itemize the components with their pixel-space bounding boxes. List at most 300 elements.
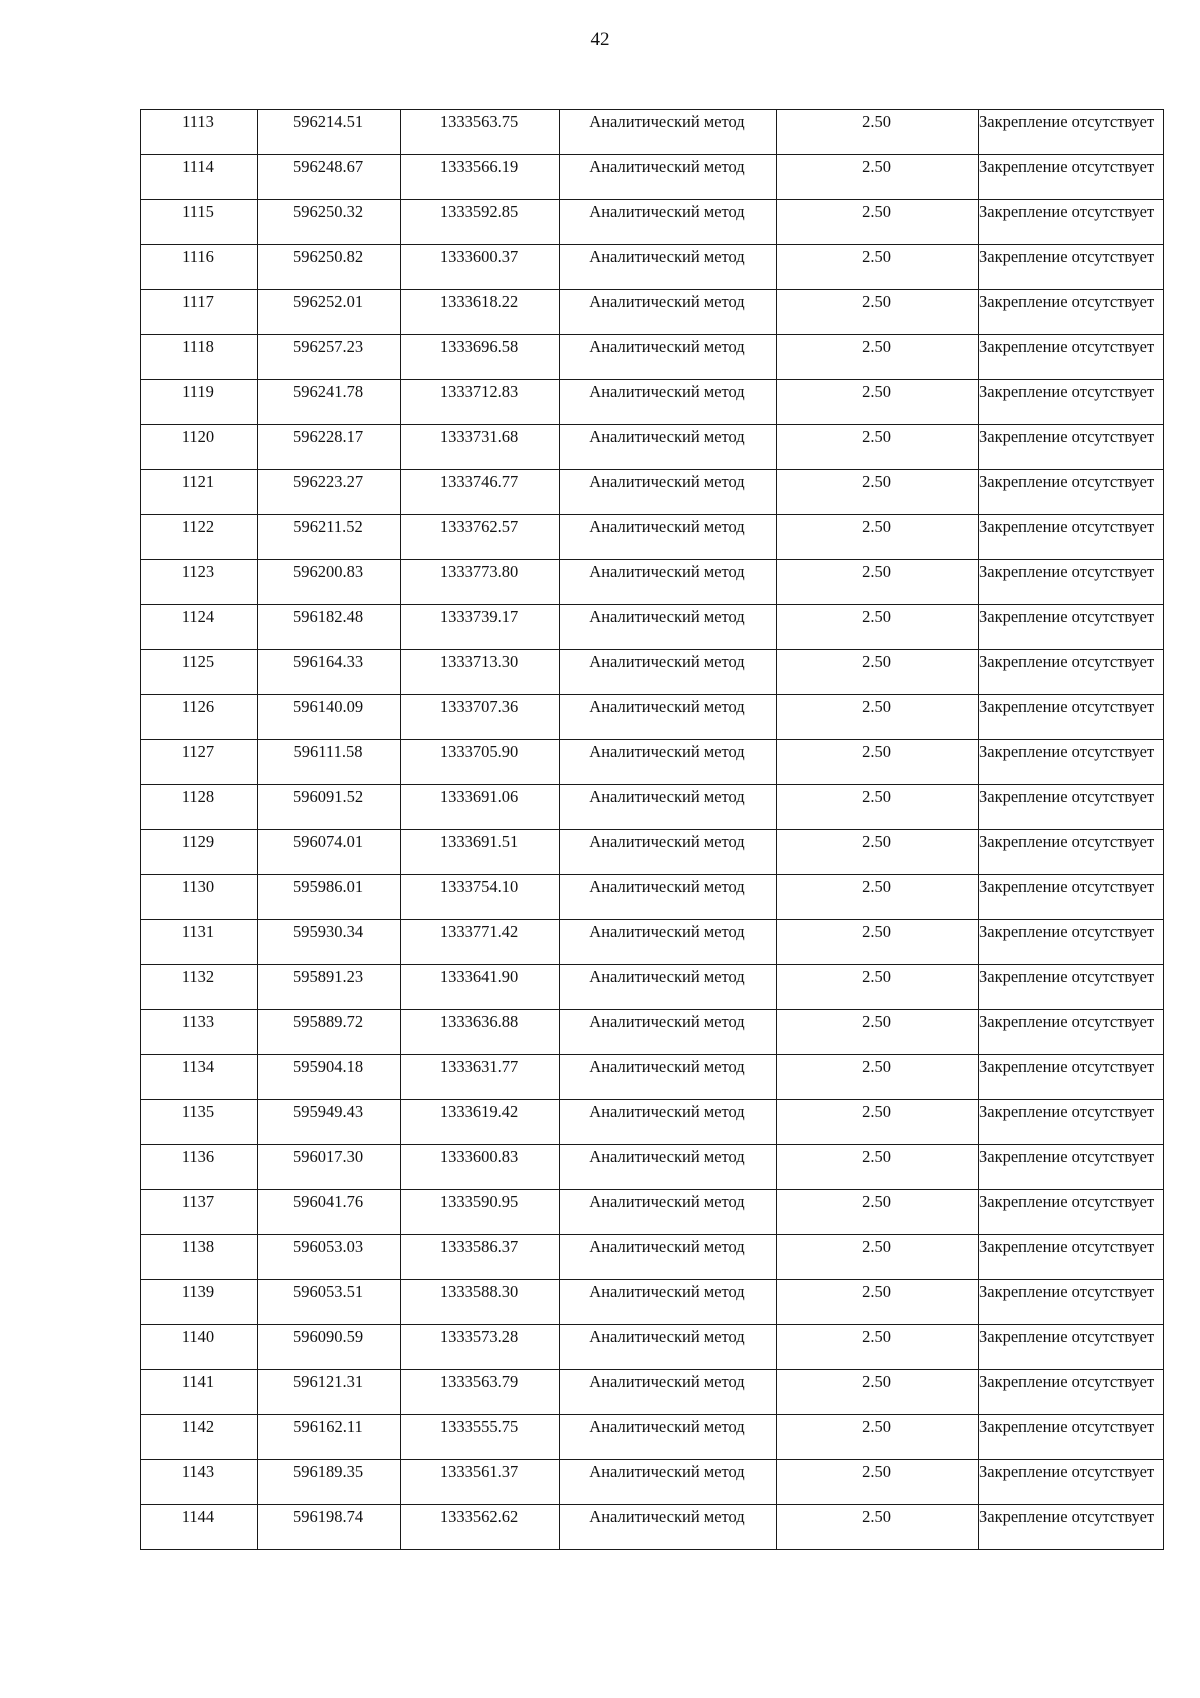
y-coordinate-cell-text: 1333771.42 xyxy=(439,922,519,941)
method-cell xyxy=(560,605,777,650)
table-row xyxy=(141,1235,1164,1280)
y-coordinate-cell xyxy=(401,1055,560,1100)
x-coordinate-cell xyxy=(258,1370,401,1415)
method-cell xyxy=(560,785,777,830)
method-cell xyxy=(560,290,777,335)
table-row xyxy=(141,1055,1164,1100)
accuracy-cell-text: 2.50 xyxy=(862,967,891,986)
accuracy-cell xyxy=(777,1010,979,1055)
x-coordinate-cell-text: 596248.67 xyxy=(292,157,364,176)
y-coordinate-cell xyxy=(401,1145,560,1190)
accuracy-cell xyxy=(777,965,979,1010)
accuracy-cell xyxy=(777,155,979,200)
table-row xyxy=(141,965,1164,1010)
accuracy-cell xyxy=(777,245,979,290)
x-coordinate-cell xyxy=(258,1325,401,1370)
accuracy-cell xyxy=(777,1460,979,1505)
y-coordinate-cell xyxy=(401,785,560,830)
accuracy-cell xyxy=(777,470,979,515)
method-cell-text: Аналитический метод xyxy=(589,1057,745,1076)
point-number-cell xyxy=(141,1415,258,1460)
x-coordinate-cell xyxy=(258,1460,401,1505)
accuracy-cell xyxy=(777,380,979,425)
point-number-cell-text: 1136 xyxy=(181,1147,215,1166)
method-cell xyxy=(560,515,777,560)
point-number-cell-text: 1143 xyxy=(181,1462,215,1481)
accuracy-cell-text: 2.50 xyxy=(862,1462,891,1481)
point-number-cell xyxy=(141,290,258,335)
accuracy-cell-text: 2.50 xyxy=(862,832,891,851)
fixing-cell-text: Закрепление отсутствует xyxy=(979,1102,1155,1121)
point-number-cell xyxy=(141,110,258,155)
y-coordinate-cell xyxy=(401,290,560,335)
point-number-cell-text: 1119 xyxy=(182,382,214,401)
method-cell xyxy=(560,875,777,920)
table-row xyxy=(141,470,1164,515)
y-coordinate-cell-text: 1333592.85 xyxy=(439,202,519,221)
point-number-cell-text: 1113 xyxy=(182,112,214,131)
method-cell-text: Аналитический метод xyxy=(589,382,745,401)
accuracy-cell-text: 2.50 xyxy=(862,337,891,356)
y-coordinate-cell xyxy=(401,1280,560,1325)
y-coordinate-cell xyxy=(401,920,560,965)
fixing-cell xyxy=(979,1145,1164,1190)
x-coordinate-cell-text: 596053.51 xyxy=(292,1282,364,1301)
table-row xyxy=(141,1100,1164,1145)
x-coordinate-cell xyxy=(258,1235,401,1280)
fixing-cell xyxy=(979,1505,1164,1550)
x-coordinate-cell-text: 596198.74 xyxy=(292,1507,364,1526)
point-number-cell xyxy=(141,740,258,785)
fixing-cell-text: Закрепление отсутствует xyxy=(979,1462,1155,1481)
method-cell-text: Аналитический метод xyxy=(589,1102,745,1121)
x-coordinate-cell xyxy=(258,155,401,200)
method-cell-text: Аналитический метод xyxy=(589,607,745,626)
y-coordinate-cell-text: 1333573.28 xyxy=(439,1327,519,1346)
fixing-cell-text: Закрепление отсутствует xyxy=(979,337,1155,356)
y-coordinate-cell xyxy=(401,245,560,290)
x-coordinate-cell-text: 596252.01 xyxy=(292,292,364,311)
x-coordinate-cell xyxy=(258,200,401,245)
table-row xyxy=(141,830,1164,875)
point-number-cell-text: 1126 xyxy=(181,697,215,716)
method-cell-text: Аналитический метод xyxy=(589,1327,745,1346)
accuracy-cell xyxy=(777,1415,979,1460)
point-number-cell-text: 1139 xyxy=(181,1282,215,1301)
accuracy-cell xyxy=(777,560,979,605)
x-coordinate-cell xyxy=(258,515,401,560)
x-coordinate-cell-text: 596164.33 xyxy=(292,652,364,671)
y-coordinate-cell-text: 1333561.37 xyxy=(439,1462,519,1481)
method-cell xyxy=(560,335,777,380)
accuracy-cell xyxy=(777,740,979,785)
table-row xyxy=(141,380,1164,425)
accuracy-cell-text: 2.50 xyxy=(862,697,891,716)
y-coordinate-cell-text: 1333619.42 xyxy=(439,1102,519,1121)
fixing-cell-text: Закрепление отсутствует xyxy=(979,922,1155,941)
fixing-cell xyxy=(979,1460,1164,1505)
y-coordinate-cell xyxy=(401,1190,560,1235)
accuracy-cell-text: 2.50 xyxy=(862,472,891,491)
accuracy-cell xyxy=(777,785,979,830)
accuracy-cell xyxy=(777,830,979,875)
fixing-cell xyxy=(979,335,1164,380)
fixing-cell-text: Закрепление отсутствует xyxy=(979,112,1155,131)
x-coordinate-cell xyxy=(258,1055,401,1100)
x-coordinate-cell-text: 596250.82 xyxy=(292,247,364,266)
fixing-cell-text: Закрепление отсутствует xyxy=(979,742,1155,761)
method-cell-text: Аналитический метод xyxy=(589,112,745,131)
method-cell-text: Аналитический метод xyxy=(589,202,745,221)
fixing-cell-text: Закрепление отсутствует xyxy=(979,292,1155,311)
table-row xyxy=(141,1370,1164,1415)
x-coordinate-cell xyxy=(258,830,401,875)
method-cell-text: Аналитический метод xyxy=(589,967,745,986)
method-cell xyxy=(560,1010,777,1055)
fixing-cell-text: Закрепление отсутствует xyxy=(979,1507,1155,1526)
method-cell-text: Аналитический метод xyxy=(589,1462,745,1481)
point-number-cell xyxy=(141,1370,258,1415)
point-number-cell-text: 1120 xyxy=(181,427,215,446)
fixing-cell xyxy=(979,1010,1164,1055)
table-row xyxy=(141,560,1164,605)
method-cell-text: Аналитический метод xyxy=(589,1282,745,1301)
y-coordinate-cell xyxy=(401,830,560,875)
fixing-cell xyxy=(979,470,1164,515)
x-coordinate-cell xyxy=(258,650,401,695)
fixing-cell-text: Закрепление отсутствует xyxy=(979,1147,1155,1166)
accuracy-cell-text: 2.50 xyxy=(862,607,891,626)
table-row xyxy=(141,785,1164,830)
fixing-cell-text: Закрепление отсутствует xyxy=(979,1057,1155,1076)
y-coordinate-cell-text: 1333731.68 xyxy=(439,427,519,446)
y-coordinate-cell xyxy=(401,335,560,380)
y-coordinate-cell xyxy=(401,560,560,605)
method-cell-text: Аналитический метод xyxy=(589,337,745,356)
x-coordinate-cell xyxy=(258,1010,401,1055)
x-coordinate-cell-text: 596162.11 xyxy=(293,1417,363,1436)
fixing-cell xyxy=(979,1190,1164,1235)
fixing-cell-text: Закрепление отсутствует xyxy=(979,967,1155,986)
y-coordinate-cell xyxy=(401,1100,560,1145)
x-coordinate-cell-text: 596090.59 xyxy=(292,1327,364,1346)
accuracy-cell xyxy=(777,1280,979,1325)
point-number-cell xyxy=(141,515,258,560)
fixing-cell-text: Закрепление отсутствует xyxy=(979,832,1155,851)
x-coordinate-cell-text: 596053.03 xyxy=(292,1237,364,1256)
table-row xyxy=(141,290,1164,335)
y-coordinate-cell-text: 1333762.57 xyxy=(439,517,519,536)
table-row xyxy=(141,515,1164,560)
point-number-cell xyxy=(141,425,258,470)
method-cell-text: Аналитический метод xyxy=(589,1507,745,1526)
accuracy-cell-text: 2.50 xyxy=(862,1192,891,1211)
table-row xyxy=(141,1460,1164,1505)
accuracy-cell-text: 2.50 xyxy=(862,1012,891,1031)
fixing-cell-text: Закрепление отсутствует xyxy=(979,1417,1155,1436)
method-cell-text: Аналитический метод xyxy=(589,1417,745,1436)
fixing-cell xyxy=(979,965,1164,1010)
table-row xyxy=(141,650,1164,695)
point-number-cell-text: 1121 xyxy=(181,472,215,491)
table-row xyxy=(141,695,1164,740)
method-cell xyxy=(560,200,777,245)
fixing-cell xyxy=(979,650,1164,695)
method-cell xyxy=(560,920,777,965)
point-number-cell-text: 1122 xyxy=(181,517,215,536)
x-coordinate-cell xyxy=(258,695,401,740)
point-number-cell-text: 1118 xyxy=(182,337,214,356)
method-cell xyxy=(560,965,777,1010)
x-coordinate-cell-text: 595904.18 xyxy=(292,1057,364,1076)
point-number-cell-text: 1142 xyxy=(181,1417,215,1436)
x-coordinate-cell-text: 596140.09 xyxy=(292,697,364,716)
method-cell xyxy=(560,695,777,740)
y-coordinate-cell xyxy=(401,1325,560,1370)
fixing-cell xyxy=(979,290,1164,335)
x-coordinate-cell xyxy=(258,470,401,515)
point-number-cell xyxy=(141,695,258,740)
table-row xyxy=(141,875,1164,920)
x-coordinate-cell xyxy=(258,290,401,335)
x-coordinate-cell-text: 596182.48 xyxy=(292,607,364,626)
fixing-cell xyxy=(979,605,1164,650)
y-coordinate-cell-text: 1333563.79 xyxy=(439,1372,519,1391)
point-number-cell-text: 1125 xyxy=(181,652,215,671)
accuracy-cell xyxy=(777,1235,979,1280)
fixing-cell-text: Закрепление отсутствует xyxy=(979,607,1155,626)
accuracy-cell-text: 2.50 xyxy=(862,112,891,131)
fixing-cell-text: Закрепление отсутствует xyxy=(979,1327,1155,1346)
y-coordinate-cell-text: 1333555.75 xyxy=(439,1417,519,1436)
x-coordinate-cell-text: 596257.23 xyxy=(292,337,364,356)
table-row xyxy=(141,200,1164,245)
x-coordinate-cell xyxy=(258,1100,401,1145)
point-number-cell xyxy=(141,1100,258,1145)
x-coordinate-cell xyxy=(258,245,401,290)
method-cell-text: Аналитический метод xyxy=(589,787,745,806)
point-number-cell-text: 1135 xyxy=(181,1102,215,1121)
table-row xyxy=(141,335,1164,380)
accuracy-cell-text: 2.50 xyxy=(862,652,891,671)
point-number-cell-text: 1141 xyxy=(181,1372,215,1391)
x-coordinate-cell xyxy=(258,785,401,830)
y-coordinate-cell xyxy=(401,1505,560,1550)
fixing-cell xyxy=(979,560,1164,605)
x-coordinate-cell-text: 596111.58 xyxy=(293,742,363,761)
accuracy-cell-text: 2.50 xyxy=(862,1102,891,1121)
method-cell-text: Аналитический метод xyxy=(589,1372,745,1391)
y-coordinate-cell xyxy=(401,1235,560,1280)
y-coordinate-cell-text: 1333618.22 xyxy=(439,292,519,311)
method-cell-text: Аналитический метод xyxy=(589,292,745,311)
point-number-cell-text: 1138 xyxy=(181,1237,215,1256)
x-coordinate-cell xyxy=(258,335,401,380)
accuracy-cell-text: 2.50 xyxy=(862,1372,891,1391)
fixing-cell xyxy=(979,1055,1164,1100)
y-coordinate-cell xyxy=(401,1370,560,1415)
fixing-cell-text: Закрепление отсутствует xyxy=(979,652,1155,671)
accuracy-cell-text: 2.50 xyxy=(862,742,891,761)
y-coordinate-cell xyxy=(401,1415,560,1460)
point-number-cell-text: 1134 xyxy=(181,1057,215,1076)
x-coordinate-cell xyxy=(258,1505,401,1550)
point-number-cell xyxy=(141,875,258,920)
fixing-cell-text: Закрепление отсутствует xyxy=(979,202,1155,221)
y-coordinate-cell-text: 1333636.88 xyxy=(439,1012,519,1031)
point-number-cell-text: 1131 xyxy=(181,922,215,941)
y-coordinate-cell-text: 1333707.36 xyxy=(439,697,519,716)
fixing-cell-text: Закрепление отсутствует xyxy=(979,382,1155,401)
method-cell xyxy=(560,245,777,290)
fixing-cell xyxy=(979,785,1164,830)
fixing-cell xyxy=(979,740,1164,785)
method-cell xyxy=(560,1280,777,1325)
fixing-cell xyxy=(979,200,1164,245)
point-number-cell xyxy=(141,1505,258,1550)
accuracy-cell xyxy=(777,290,979,335)
y-coordinate-cell xyxy=(401,740,560,785)
y-coordinate-cell-text: 1333588.30 xyxy=(439,1282,519,1301)
accuracy-cell xyxy=(777,200,979,245)
point-number-cell xyxy=(141,965,258,1010)
table-row xyxy=(141,1415,1164,1460)
method-cell-text: Аналитический метод xyxy=(589,562,745,581)
point-number-cell xyxy=(141,155,258,200)
y-coordinate-cell-text: 1333566.19 xyxy=(439,157,519,176)
y-coordinate-cell-text: 1333691.51 xyxy=(439,832,519,851)
point-number-cell-text: 1124 xyxy=(181,607,215,626)
fixing-cell xyxy=(979,875,1164,920)
x-coordinate-cell-text: 596200.83 xyxy=(292,562,364,581)
point-number-cell xyxy=(141,650,258,695)
fixing-cell xyxy=(979,425,1164,470)
y-coordinate-cell xyxy=(401,1010,560,1055)
table-row xyxy=(141,1325,1164,1370)
method-cell xyxy=(560,1460,777,1505)
accuracy-cell xyxy=(777,920,979,965)
table-row xyxy=(141,740,1164,785)
point-number-cell xyxy=(141,830,258,875)
x-coordinate-cell xyxy=(258,965,401,1010)
fixing-cell-text: Закрепление отсутствует xyxy=(979,427,1155,446)
accuracy-cell xyxy=(777,1325,979,1370)
fixing-cell xyxy=(979,1325,1164,1370)
y-coordinate-cell-text: 1333600.37 xyxy=(439,247,519,266)
x-coordinate-cell-text: 595930.34 xyxy=(292,922,364,941)
point-number-cell xyxy=(141,560,258,605)
accuracy-cell xyxy=(777,650,979,695)
x-coordinate-cell-text: 596250.32 xyxy=(292,202,364,221)
x-coordinate-cell-text: 596189.35 xyxy=(292,1462,364,1481)
accuracy-cell xyxy=(777,1145,979,1190)
accuracy-cell-text: 2.50 xyxy=(862,1147,891,1166)
fixing-cell xyxy=(979,380,1164,425)
accuracy-cell-text: 2.50 xyxy=(862,157,891,176)
point-number-cell-text: 1137 xyxy=(181,1192,215,1211)
y-coordinate-cell xyxy=(401,695,560,740)
accuracy-cell xyxy=(777,110,979,155)
method-cell xyxy=(560,1190,777,1235)
point-number-cell xyxy=(141,335,258,380)
x-coordinate-cell-text: 595986.01 xyxy=(292,877,364,896)
point-number-cell xyxy=(141,1280,258,1325)
x-coordinate-cell xyxy=(258,740,401,785)
point-number-cell xyxy=(141,200,258,245)
x-coordinate-cell-text: 596121.31 xyxy=(292,1372,364,1391)
x-coordinate-cell xyxy=(258,1145,401,1190)
method-cell xyxy=(560,560,777,605)
x-coordinate-cell-text: 596241.78 xyxy=(292,382,364,401)
method-cell xyxy=(560,830,777,875)
point-number-cell xyxy=(141,1460,258,1505)
fixing-cell-text: Закрепление отсутствует xyxy=(979,697,1155,716)
accuracy-cell-text: 2.50 xyxy=(862,382,891,401)
y-coordinate-cell xyxy=(401,515,560,560)
point-number-cell xyxy=(141,1055,258,1100)
method-cell-text: Аналитический метод xyxy=(589,1237,745,1256)
accuracy-cell xyxy=(777,1190,979,1235)
fixing-cell-text: Закрепление отсутствует xyxy=(979,472,1155,491)
method-cell xyxy=(560,650,777,695)
method-cell-text: Аналитический метод xyxy=(589,1147,745,1166)
fixing-cell xyxy=(979,155,1164,200)
y-coordinate-cell-text: 1333563.75 xyxy=(439,112,519,131)
table-row xyxy=(141,245,1164,290)
accuracy-cell xyxy=(777,1055,979,1100)
method-cell-text: Аналитический метод xyxy=(589,427,745,446)
x-coordinate-cell xyxy=(258,1190,401,1235)
method-cell xyxy=(560,110,777,155)
table-row xyxy=(141,1145,1164,1190)
point-number-cell-text: 1114 xyxy=(182,157,214,176)
fixing-cell xyxy=(979,1370,1164,1415)
method-cell-text: Аналитический метод xyxy=(589,697,745,716)
method-cell xyxy=(560,1100,777,1145)
accuracy-cell xyxy=(777,335,979,380)
x-coordinate-cell-text: 596041.76 xyxy=(292,1192,364,1211)
accuracy-cell-text: 2.50 xyxy=(862,787,891,806)
x-coordinate-cell xyxy=(258,560,401,605)
point-number-cell xyxy=(141,245,258,290)
fixing-cell-text: Закрепление отсутствует xyxy=(979,1237,1155,1256)
accuracy-cell-text: 2.50 xyxy=(862,877,891,896)
table-row xyxy=(141,1505,1164,1550)
y-coordinate-cell-text: 1333691.06 xyxy=(439,787,519,806)
x-coordinate-cell-text: 595949.43 xyxy=(292,1102,364,1121)
x-coordinate-cell xyxy=(258,875,401,920)
accuracy-cell xyxy=(777,875,979,920)
accuracy-cell xyxy=(777,605,979,650)
y-coordinate-cell xyxy=(401,875,560,920)
y-coordinate-cell xyxy=(401,380,560,425)
y-coordinate-cell-text: 1333773.80 xyxy=(439,562,519,581)
y-coordinate-cell-text: 1333713.30 xyxy=(439,652,519,671)
x-coordinate-cell-text: 596017.30 xyxy=(292,1147,364,1166)
y-coordinate-cell-text: 1333641.90 xyxy=(439,967,519,986)
accuracy-cell-text: 2.50 xyxy=(862,517,891,536)
fixing-cell xyxy=(979,110,1164,155)
table-row xyxy=(141,425,1164,470)
table-row xyxy=(141,1190,1164,1235)
method-cell-text: Аналитический метод xyxy=(589,922,745,941)
point-number-cell xyxy=(141,470,258,515)
coordinates-table-body xyxy=(141,110,1164,1550)
method-cell xyxy=(560,740,777,785)
accuracy-cell-text: 2.50 xyxy=(862,1282,891,1301)
x-coordinate-cell-text: 596211.52 xyxy=(293,517,363,536)
y-coordinate-cell-text: 1333590.95 xyxy=(439,1192,519,1211)
